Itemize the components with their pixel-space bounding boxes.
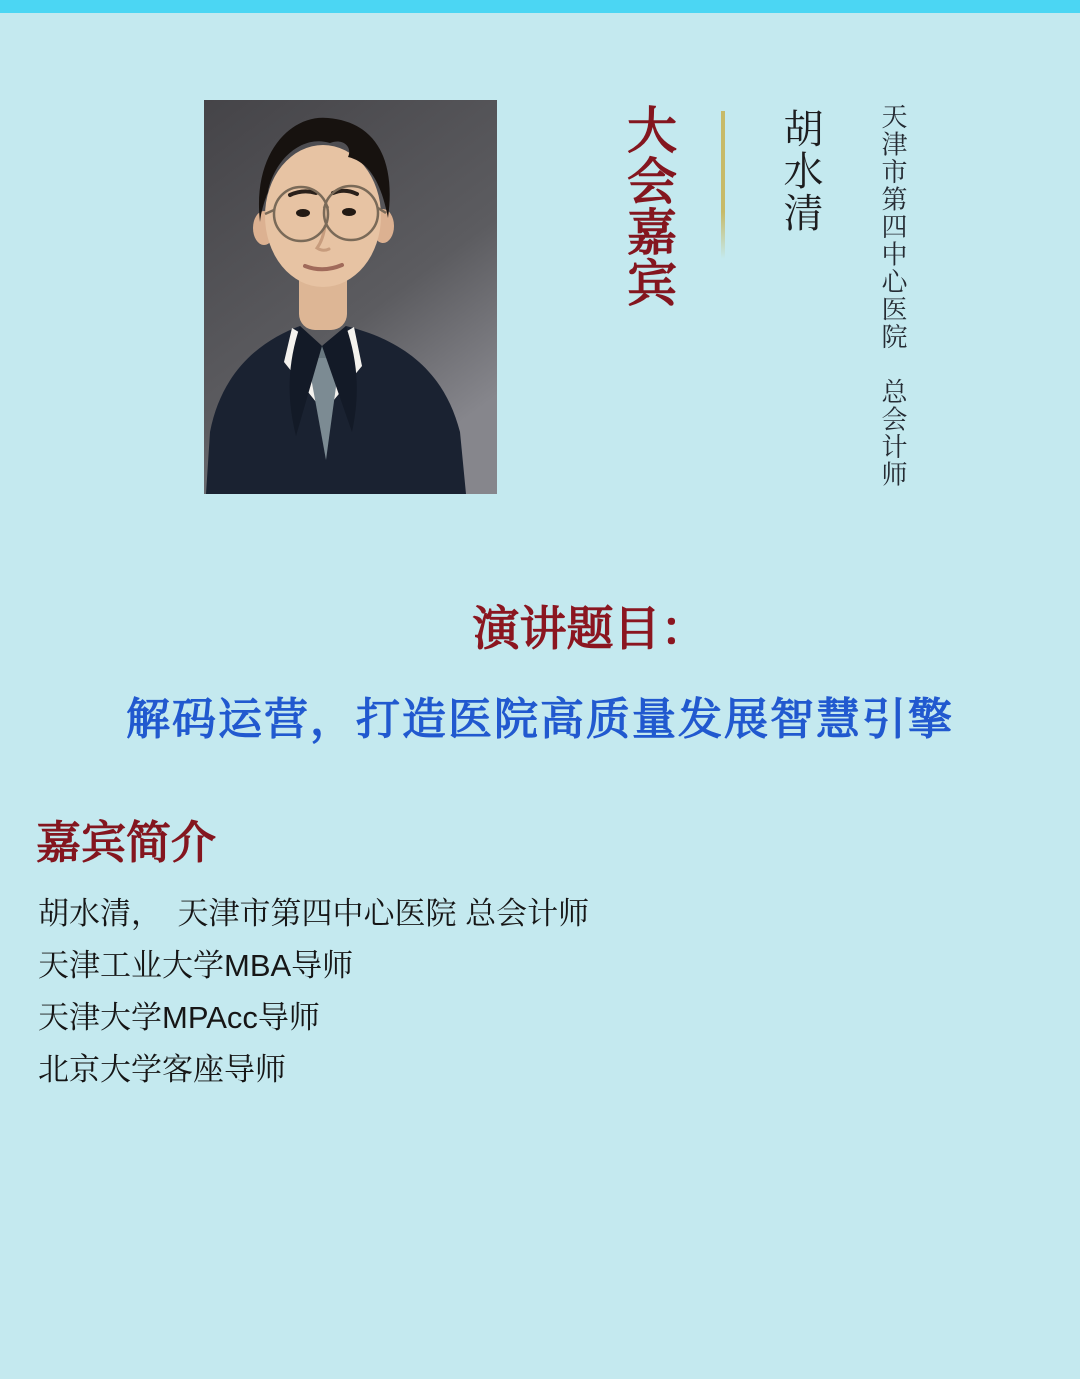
bio-line: 天津大学MPAcc导师 [38,1000,320,1035]
speaker-affiliation: 天津市第四中心医院 总会计师 [878,103,908,488]
speaker-photo [204,100,497,494]
bio-line: 天津工业大学MBA导师 [38,948,354,983]
bio-section-heading: 嘉宾简介 [36,817,217,868]
speaker-portrait-illustration [204,100,497,494]
top-accent-strip [0,0,1080,13]
bio-line: 北京大学客座导师 [38,1052,286,1087]
bio-section [38,888,998,1096]
gold-divider-line [721,111,725,259]
guest-badge-title: 大会嘉宾 [620,104,676,308]
speech-topic-heading: 演讲题目： [472,602,708,655]
speaker-name: 胡水清 [778,108,822,234]
bio-line: 胡水清， 天津市第四中心医院 总会计师 [38,896,590,931]
speech-topic-title: 解码运营，打造医院高质量发展智慧引擎 [126,695,954,744]
